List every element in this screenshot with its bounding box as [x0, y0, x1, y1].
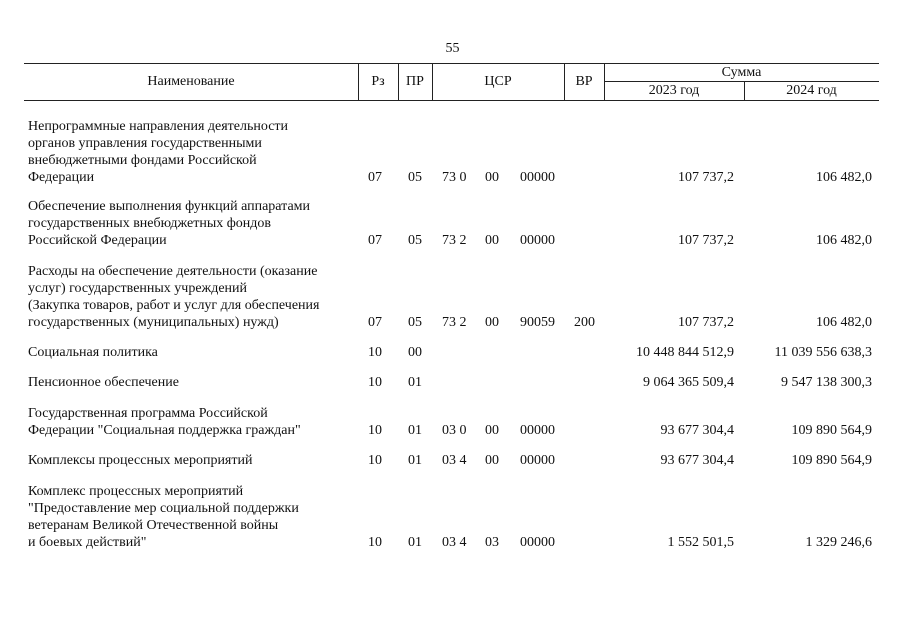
row-csr-program: 73 2 [442, 233, 467, 248]
row-rz: 10 [368, 535, 382, 550]
row-rz: 07 [368, 315, 382, 330]
row-sum-2024: 1 329 246,6 [805, 535, 872, 550]
row-sum-2024: 106 482,0 [816, 170, 872, 185]
row-csr-subprogram: 03 [485, 535, 499, 550]
row-name-line: Непрограммные направления деятельности [28, 119, 289, 134]
row-csr-program: 73 0 [442, 170, 467, 185]
row-name-line: (Закупка товаров, работ и услуг для обеспечения [28, 298, 320, 313]
header-csr: ЦСР [484, 74, 512, 89]
row-csr-subprogram: 00 [485, 423, 499, 438]
row-sum-2023: 10 448 844 512,9 [636, 345, 734, 360]
row-csr-direction: 00000 [520, 423, 555, 438]
row-csr-subprogram: 00 [485, 170, 499, 185]
row-sum-2023: 9 064 365 509,4 [643, 375, 734, 390]
row-csr-subprogram: 00 [485, 453, 499, 468]
row-name-line: внебюджетными фондами Российской [28, 153, 257, 168]
row-csr-subprogram: 00 [485, 233, 499, 248]
row-csr-program: 03 0 [442, 423, 467, 438]
header-name: Наименование [147, 74, 235, 89]
row-sum-2023: 107 737,2 [678, 233, 734, 248]
row-sum-2024: 106 482,0 [816, 315, 872, 330]
row-csr-subprogram: 00 [485, 315, 499, 330]
row-csr-direction: 00000 [520, 535, 555, 550]
row-name-line: Российской Федерации [28, 233, 167, 248]
header-pr: ПР [406, 74, 424, 89]
row-sum-2023: 107 737,2 [678, 170, 734, 185]
row-pr: 01 [408, 423, 422, 438]
row-name-line: Расходы на обеспечение деятельности (оказание [28, 264, 318, 279]
row-sum-2024: 106 482,0 [816, 233, 872, 248]
row-pr: 01 [408, 535, 422, 550]
row-csr-direction: 00000 [520, 170, 555, 185]
row-pr: 01 [408, 375, 422, 390]
row-name [28, 483, 358, 551]
row-pr: 05 [408, 233, 422, 248]
row-csr-program: 03 4 [442, 535, 467, 550]
row-sum-2023: 107 737,2 [678, 315, 734, 330]
row-rz: 10 [368, 423, 382, 438]
row-name-line: услуг) государственных учреждений [28, 281, 248, 296]
row-rz: 10 [368, 375, 382, 390]
row-name-line: "Предоставление мер социальной поддержки [28, 501, 299, 516]
row-name-line: Пенсионное обеспечение [28, 375, 179, 390]
row-vr: 200 [574, 315, 595, 330]
row-csr-program: 73 2 [442, 315, 467, 330]
row-pr: 00 [408, 345, 422, 360]
row-name-line: государственных (муниципальных) нужд) [28, 315, 279, 330]
row-name-line: Федерации "Социальная поддержка граждан" [28, 423, 301, 438]
header-year-2023: 2023 год [648, 83, 700, 98]
header-rz: Рз [371, 74, 385, 89]
row-rz: 10 [368, 453, 382, 468]
row-pr: 05 [408, 170, 422, 185]
row-name-line: ветеранам Великой Отечественной войны [28, 518, 279, 533]
row-csr-direction: 00000 [520, 233, 555, 248]
row-sum-2024: 109 890 564,9 [791, 423, 872, 438]
row-rz: 10 [368, 345, 382, 360]
row-sum-2024: 11 039 556 638,3 [774, 345, 872, 360]
header-sum: Сумма [604, 64, 879, 82]
row-name-line: органов управления государственными [28, 136, 262, 151]
row-name-line: Федерации [28, 170, 95, 185]
row-sum-2024: 109 890 564,9 [791, 453, 872, 468]
row-name-line: Комплексы процессных мероприятий [28, 453, 253, 468]
row-name-line: Обеспечение выполнения функций аппаратами [28, 199, 311, 214]
row-name-line: Социальная политика [28, 345, 158, 360]
row-sum-2023: 1 552 501,5 [667, 535, 734, 550]
row-csr-direction: 00000 [520, 453, 555, 468]
row-pr: 01 [408, 453, 422, 468]
row-name-line: Государственная программа Российской [28, 406, 268, 421]
row-name-line: государственных внебюджетных фондов [28, 216, 272, 231]
row-rz: 07 [368, 170, 382, 185]
row-sum-2024: 9 547 138 300,3 [781, 375, 872, 390]
row-sum-2023: 93 677 304,4 [660, 423, 734, 438]
row-name-line: Комплекс процессных мероприятий [28, 484, 244, 499]
row-sum-2023: 93 677 304,4 [660, 453, 734, 468]
row-csr-direction: 90059 [520, 315, 555, 330]
header-vr: ВР [575, 74, 593, 89]
row-csr-program: 03 4 [442, 453, 467, 468]
row-rz: 07 [368, 233, 382, 248]
row-name-line: и боевых действий" [28, 535, 147, 550]
header-year-2024: 2024 год [786, 83, 837, 98]
row-pr: 05 [408, 315, 422, 330]
page-number: 55 [445, 41, 460, 56]
